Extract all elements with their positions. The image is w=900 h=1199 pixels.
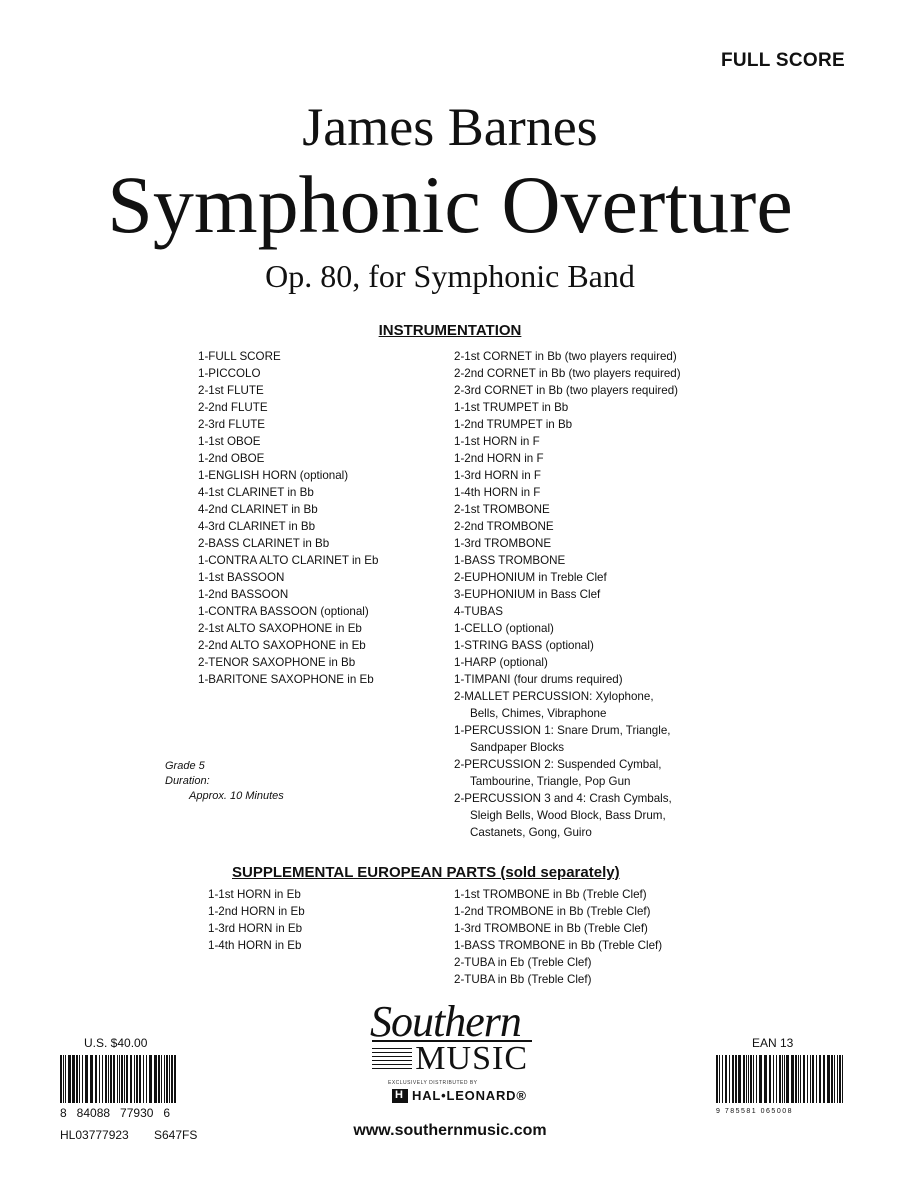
barcode-bar	[834, 1055, 835, 1103]
list-item: 2-1st FLUTE	[198, 384, 264, 397]
southern-logo-text: Southern	[370, 997, 521, 1046]
barcode-bar	[756, 1055, 757, 1103]
barcode-bar	[791, 1055, 792, 1103]
list-item: 4-3rd CLARINET in Bb	[198, 520, 316, 533]
list-item: 2-1st ALTO SAXOPHONE in Eb	[198, 622, 362, 635]
barcode-bar	[76, 1055, 78, 1103]
list-item: 1-CELLO (optional)	[454, 622, 554, 635]
list-item: 1-FULL SCORE	[198, 350, 281, 363]
grade-duration-block	[165, 759, 284, 804]
list-item: 2-2nd CORNET in Bb (two players required)	[454, 367, 681, 380]
catalog-number: HL03777923	[60, 1128, 129, 1142]
barcode-bar	[171, 1055, 172, 1103]
barcode-bar	[782, 1055, 783, 1103]
barcode-bar	[85, 1055, 87, 1103]
list-item: 2-PERCUSSION 3 and 4: Crash Cymbals,	[454, 792, 672, 805]
list-item: 1-CONTRA ALTO CLARINET in Eb	[198, 554, 379, 567]
list-item: 1-ENGLISH HORN (optional)	[198, 469, 349, 482]
list-item: 1-PICCOLO	[198, 367, 261, 380]
list-item: 2-1st TROMBONE	[454, 503, 550, 516]
list-item: Castanets, Gong, Guiro	[470, 826, 592, 839]
list-item: 1-2nd HORN in Eb	[208, 905, 305, 918]
composer-name: James Barnes	[302, 97, 598, 157]
barcode-upc-digits: 8 84088 77930 6	[60, 1106, 171, 1120]
list-item: Bells, Chimes, Vibraphone	[470, 707, 607, 720]
list-item: 1-PERCUSSION 1: Snare Drum, Triangle,	[454, 724, 671, 737]
list-item: 2-2nd FLUTE	[198, 401, 268, 414]
instrumentation-left-list	[198, 348, 378, 688]
list-item: 2-2nd ALTO SAXOPHONE in Eb	[198, 639, 366, 652]
staff-lines-icon	[372, 1048, 412, 1070]
list-item: 2-TENOR SAXOPHONE in Bb	[198, 656, 356, 669]
list-item: 4-1st CLARINET in Bb	[198, 486, 314, 499]
barcode-bar	[68, 1055, 70, 1103]
barcode-bar	[769, 1055, 771, 1103]
hal-leonard-logo	[392, 1088, 527, 1103]
list-item: 1-2nd TRUMPET in Bb	[454, 418, 573, 431]
barcode-bar	[91, 1055, 92, 1103]
list-item: 1-1st HORN in F	[454, 435, 540, 448]
barcode-bar	[119, 1055, 120, 1103]
barcode-bar	[134, 1055, 135, 1103]
barcode-bar	[725, 1055, 727, 1103]
barcode-bar	[65, 1055, 66, 1103]
barcode-bar	[143, 1055, 144, 1103]
duration-label: Duration:	[165, 775, 210, 787]
barcode-bar	[837, 1055, 838, 1103]
barcode-bar	[792, 1055, 793, 1103]
barcode-bar	[842, 1055, 843, 1103]
barcode-bar	[99, 1055, 100, 1103]
barcode-bar	[759, 1055, 761, 1103]
instrumentation-heading: INSTRUMENTATION	[378, 322, 522, 339]
barcode-bar	[765, 1055, 766, 1103]
barcode-bar	[795, 1055, 797, 1103]
page-title: Symphonic Overture	[107, 159, 793, 250]
list-item: 1-CONTRA BASSOON (optional)	[198, 605, 369, 618]
barcode-bar	[738, 1055, 739, 1103]
barcode-bar	[82, 1055, 83, 1103]
barcode-bar	[154, 1055, 155, 1103]
barcode-bar	[831, 1055, 833, 1103]
full-score-label: FULL SCORE	[720, 50, 845, 71]
grade-text: Grade 5	[165, 760, 205, 772]
website-url: www.southernmusic.com	[353, 1122, 547, 1139]
barcode-bar	[722, 1055, 723, 1103]
barcode-bar	[764, 1055, 765, 1103]
barcode-bar	[803, 1055, 805, 1103]
barcode-bar	[735, 1055, 737, 1103]
barcode-ean	[716, 1055, 844, 1103]
hal-leonard-text: HAL•LEONARD®	[412, 1088, 527, 1103]
list-item: 1-2nd OBOE	[198, 452, 265, 465]
barcode-bar	[149, 1055, 151, 1103]
list-item: 2-2nd TROMBONE	[454, 520, 554, 533]
barcode-bar	[743, 1055, 745, 1103]
list-item: 1-4th HORN in Eb	[208, 939, 302, 952]
barcode-bar	[166, 1055, 168, 1103]
list-item: 1-2nd TROMBONE in Bb (Treble Clef)	[454, 905, 651, 918]
supplemental-right-list	[454, 886, 662, 988]
barcode-bar	[113, 1055, 115, 1103]
barcode-bar	[810, 1055, 811, 1103]
barcode-bar	[732, 1055, 733, 1103]
list-item: 2-1st CORNET in Bb (two players required)	[454, 350, 677, 363]
list-item: 1-4th HORN in F	[454, 486, 541, 499]
list-item: 1-BASS TROMBONE in Bb (Treble Clef)	[454, 939, 663, 952]
list-item: 1-1st TROMBONE in Bb (Treble Clef)	[454, 888, 647, 901]
barcode-bar	[739, 1055, 740, 1103]
barcode-bar	[102, 1055, 103, 1103]
barcode-bar	[800, 1055, 801, 1103]
barcode-bar	[784, 1055, 785, 1103]
barcode-bar	[776, 1055, 777, 1103]
barcode-bar	[130, 1055, 132, 1103]
barcode-bar	[750, 1055, 752, 1103]
list-item: 1-TIMPANI (four drums required)	[454, 673, 623, 686]
instrumentation-right-list	[454, 348, 681, 841]
barcode-bar	[90, 1055, 91, 1103]
list-item: 2-MALLET PERCUSSION: Xylophone,	[454, 690, 654, 703]
list-item: 4-TUBAS	[454, 605, 503, 618]
barcode-bar	[174, 1055, 176, 1103]
barcode-bar	[63, 1055, 64, 1103]
barcode-ean-digits: 9 785581 065008	[716, 1108, 793, 1115]
page-subtitle: Op. 80, for Symphonic Band	[265, 258, 635, 294]
barcode-bar	[60, 1055, 62, 1103]
barcode-bar	[79, 1055, 80, 1103]
barcode-bar	[139, 1055, 141, 1103]
duration-text: Approx. 10 Minutes	[189, 790, 284, 802]
list-item: 2-3rd CORNET in Bb (two players required)	[454, 384, 679, 397]
barcode-upc	[60, 1055, 178, 1103]
barcode-bar	[146, 1055, 147, 1103]
barcode-bar	[158, 1055, 160, 1103]
list-item: 1-3rd HORN in Eb	[208, 922, 303, 935]
barcode-bar	[161, 1055, 162, 1103]
barcode-bar	[155, 1055, 156, 1103]
barcode-bar	[828, 1055, 829, 1103]
barcode-bar	[121, 1055, 123, 1103]
barcode-bar	[773, 1055, 774, 1103]
barcode-bar	[164, 1055, 165, 1103]
barcode-bar	[95, 1055, 97, 1103]
list-item: 1-1st BASSOON	[198, 571, 285, 584]
list-item: 1-3rd TROMBONE	[454, 537, 552, 550]
barcode-bar	[108, 1055, 109, 1103]
barcode-bar	[169, 1055, 170, 1103]
list-item: 3-EUPHONIUM in Bass Clef	[454, 588, 601, 601]
price-label: U.S. $40.00	[84, 1036, 148, 1050]
list-item: 1-HARP (optional)	[454, 656, 548, 669]
barcode-bar	[753, 1055, 754, 1103]
barcode-bar	[812, 1055, 814, 1103]
barcode-bar	[827, 1055, 828, 1103]
list-item: 2-BASS CLARINET in Bb	[198, 537, 330, 550]
hal-leonard-icon	[392, 1089, 408, 1103]
list-item: 1-1st TRUMPET in Bb	[454, 401, 569, 414]
list-item: Sleigh Bells, Wood Block, Bass Drum,	[470, 809, 666, 822]
barcode-bar	[816, 1055, 817, 1103]
list-item: 1-2nd BASSOON	[198, 588, 289, 601]
list-item: 1-3rd HORN in F	[454, 469, 541, 482]
barcode-bar	[716, 1055, 718, 1103]
barcode-bar	[117, 1055, 118, 1103]
list-item: 1-BARITONE SAXOPHONE in Eb	[198, 673, 374, 686]
music-logo-text: MUSIC	[415, 1040, 528, 1077]
barcode-bar	[729, 1055, 730, 1103]
music-logo	[372, 1040, 532, 1076]
supplemental-left-list	[208, 886, 305, 954]
barcode-bar	[105, 1055, 107, 1103]
list-item: 1-STRING BASS (optional)	[454, 639, 594, 652]
list-item: 2-3rd FLUTE	[198, 418, 266, 431]
list-item: Tambourine, Triangle, Pop Gun	[470, 775, 631, 788]
list-item: 1-1st HORN in Eb	[208, 888, 301, 901]
barcode-bar	[839, 1055, 841, 1103]
list-item: 1-1st OBOE	[198, 435, 261, 448]
list-item: 1-3rd TROMBONE in Bb (Treble Clef)	[454, 922, 648, 935]
list-item: 2-TUBA in Bb (Treble Clef)	[454, 973, 592, 986]
barcode-bar	[126, 1055, 127, 1103]
ean-label: EAN 13	[752, 1036, 794, 1050]
barcode-bar	[807, 1055, 808, 1103]
barcode-bar	[136, 1055, 137, 1103]
list-item: 1-2nd HORN in F	[454, 452, 544, 465]
barcode-bar	[73, 1055, 74, 1103]
list-item: Sandpaper Blocks	[470, 741, 565, 754]
barcode-bar	[72, 1055, 73, 1103]
list-item: 2-PERCUSSION 2: Suspended Cymbal,	[454, 758, 662, 771]
supplemental-heading: SUPPLEMENTAL EUROPEAN PARTS (sold separately)	[232, 864, 620, 881]
list-item: 2-TUBA in Eb (Treble Clef)	[454, 956, 592, 969]
barcode-bar	[779, 1055, 781, 1103]
barcode-bar	[786, 1055, 788, 1103]
list-item: 1-BASS TROMBONE	[454, 554, 566, 567]
distributed-by-text: EXCLUSIVELY DISTRIBUTED BY	[388, 1080, 478, 1086]
barcode-bar	[719, 1055, 720, 1103]
barcode-bar	[124, 1055, 125, 1103]
barcode-bar	[748, 1055, 749, 1103]
barcode-bar	[110, 1055, 111, 1103]
barcode-bar	[746, 1055, 747, 1103]
list-item: 2-EUPHONIUM in Treble Clef	[454, 571, 607, 584]
barcode-bar	[798, 1055, 799, 1103]
product-code: S647FS	[154, 1128, 198, 1142]
barcode-bar	[823, 1055, 825, 1103]
barcode-bar	[819, 1055, 820, 1103]
list-item: 4-2nd CLARINET in Bb	[198, 503, 318, 516]
